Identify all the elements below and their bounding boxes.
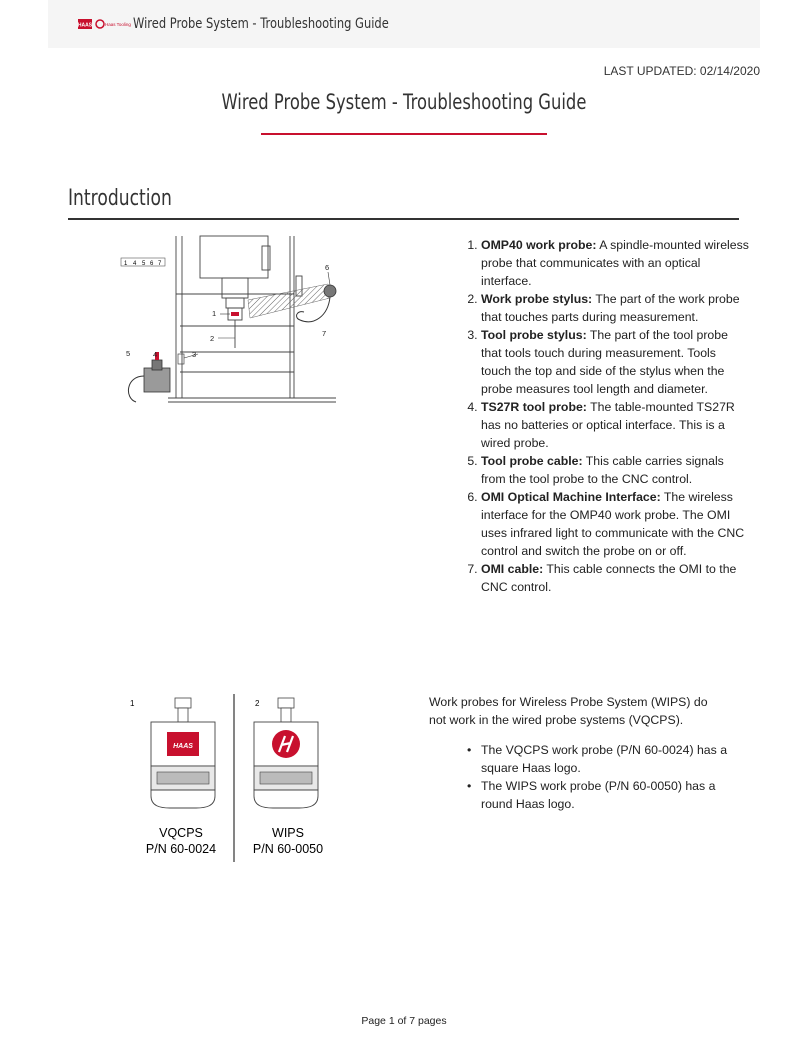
part-desc: A spindle-mounted wireless probe that communicates with an optical interface. [481,238,749,288]
header-logos [77,19,131,29]
page-header [48,0,760,48]
vqcps-part-number: P/N 60-0024 [145,842,217,856]
section-title: Introduction [68,186,172,211]
haas-logo-icon [78,19,92,29]
section-rule [68,218,739,220]
page-footer: Page 1 of 7 pages [361,1015,447,1027]
list-item [481,236,749,290]
part-desc: The part of the tool probe that tools touch during measurement. Tools touch the top and side of the stylus when the probe measures tool length and diameter. [481,328,728,396]
part-term: OMP40 work probe: [481,238,597,252]
list-item: • The WIPS work probe (P/N 60-0050) has a round Haas logo. [481,777,749,813]
panel-label: 1 [124,261,128,267]
part-desc: This cable connects the OMI to the CNC control. [481,562,737,594]
callout-2: 2 [210,334,215,343]
header-title: Wired Probe System - Troubleshooting Guide [133,16,389,32]
header-logo-text: HAAS [77,22,93,29]
probe-system-diagram [118,236,338,406]
callout-7: 7 [322,329,327,338]
part-desc: The table-mounted TS27R has no batteries or optical interface. This is a wired probe. [481,400,735,450]
figure-number-2: 2 [255,699,260,708]
part-desc: This cable carries signals from the tool probe to the CNC control. [481,454,724,486]
document-title [0,90,808,114]
part-desc: The wireless interface for the OMP40 work probe. The OMI uses infrared light to communicate with the CNC control and switch the probe on or off. [481,490,745,558]
part-term: OMI cable: [481,562,544,576]
wips-probe-illustration [254,698,318,808]
figure-number-1: 1 [130,699,135,708]
probe-comparison-figure [126,690,342,866]
panel-label: 5 [142,261,146,267]
part-term: Work probe stylus: [481,292,593,306]
last-updated: LAST UPDATED: 02/14/2020 [603,64,760,78]
list-item [481,560,749,596]
list-item [481,398,749,452]
title-underline [261,133,547,135]
work-probe-spindle [222,278,248,348]
part-term: Tool probe stylus: [481,328,587,342]
vqcps-logo-text: HAAS [173,743,193,750]
callout-4: 4 [153,350,158,359]
vqcps-probe-illustration [151,698,215,808]
panel-label: 7 [158,261,162,267]
haas-tooling-logo-icon [95,19,131,29]
panel-label: 4 [133,261,137,267]
list-item [481,290,749,326]
list-item [481,488,749,560]
ir-signal-beam [248,284,330,318]
machine-enclosure [168,236,336,402]
part-term: Tool probe cable: [481,454,583,468]
header-sublogo-text: Haas Tooling [105,22,131,27]
document-title-text: Wired Probe System - Troubleshooting Guide [221,90,587,114]
wips-part-number: P/N 60-0050 [252,842,324,856]
vqcps-label: VQCPS [159,826,203,840]
list-item: • The VQCPS work probe (P/N 60-0024) has a square Haas logo. [481,741,749,777]
list-item [481,452,749,488]
callout-6: 6 [325,263,330,272]
wips-compatibility-note: Work probes for Wireless Probe System (WIPS) do not work in the wired probe systems (VQCPS). [429,695,708,727]
panel-label: 6 [150,261,154,267]
part-desc: The part of the work probe that touches parts during measurement. [481,292,740,324]
callout-1: 1 [212,309,217,318]
list-item [481,326,749,398]
callout-3: 3 [192,350,197,359]
wips-label: WIPS [272,826,304,840]
callout-5: 5 [126,349,131,358]
logo-notes-list [441,741,749,813]
part-term: OMI Optical Machine Interface: [481,490,661,504]
parts-list [441,236,749,596]
part-term: TS27R tool probe: [481,400,587,414]
